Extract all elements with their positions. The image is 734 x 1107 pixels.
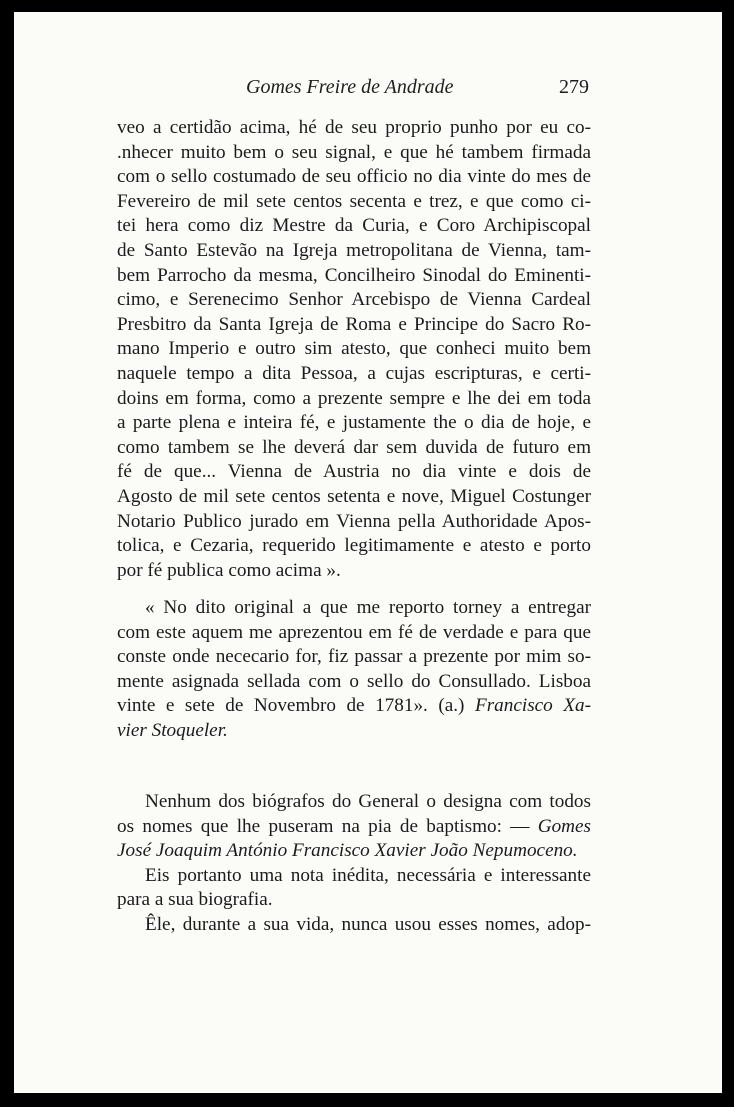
running-header (14, 74, 722, 104)
page-number: 279 (559, 76, 589, 98)
text-line: naquele tempo a dita Pessoa, a cujas escripturas, e certi- (117, 362, 591, 384)
text-line: bem Parrocho da mesma, Concilheiro Sinodal do Eminenti- (117, 264, 591, 286)
text-line (117, 839, 591, 864)
text-line: veo a certidão acima, hé de seu proprio punho por eu co- (117, 117, 591, 138)
text-line: doins em forma, como a prezente sempre e lhe dei em toda (117, 387, 591, 409)
text-fragment: os nomes que lhe puseram na pia de baptismo: — (117, 815, 530, 837)
text-line: com o sello costumado de seu officio no dia vinte do mes de (117, 166, 591, 188)
paragraph (117, 913, 591, 938)
text-line: mente asignada sellada com o sello do Consullado. Lisboa (117, 670, 591, 692)
text-line: por fé publica como acima ». (117, 559, 341, 581)
text-line: « No dito original a que me reporto torney a entregar (145, 597, 591, 618)
certificate-continuation (117, 116, 591, 583)
text-line: conste onde nececario for, fiz passar a prezente por mim so- (117, 646, 591, 668)
text-line: como tambem se lhe deverá dar sem duvida de futuro em (117, 436, 591, 458)
text-line: Presbitro da Santa Igreja de Roma e Principe do Sacro Ro- (117, 313, 591, 335)
running-title: Gomes Freire de Andrade (246, 76, 454, 98)
text-line: tolica, e Cezaria, requerido legitimamente e atesto e porto (117, 535, 591, 557)
consulate-attestation (117, 596, 591, 744)
paragraph (117, 116, 591, 583)
text-line: Nenhum dos biógrafos do General o designa com todos (145, 791, 591, 812)
text-line: fé de que... Vienna de Austria no dia vinte e dois de (117, 461, 591, 483)
text-line: Êle, durante a sua vida, nunca usou esses nomes, adop- (145, 913, 591, 935)
text-line: Agosto de mil sete centos setenta e nove, Miguel Costunger (117, 485, 591, 507)
text-line: .nhecer muito bem o seu signal, e que hé tambem firmada (117, 141, 591, 163)
commentary (117, 790, 591, 938)
text-line: mano Imperio e outro sim atesto, que conheci muito bem (117, 338, 591, 360)
text-line: Eis portanto uma nota inédita, necessária e interessante (145, 864, 591, 886)
paragraph (117, 790, 591, 864)
text-line: a parte plena e inteira fé, e justamente the o dia de hoje, e (117, 412, 591, 434)
signature-name: vier Stoqueler. (117, 719, 228, 741)
text-fragment: vinte e sete de Novembro de 1781». (a.) (117, 695, 465, 717)
signature-name: Francisco Xa- (474, 695, 591, 717)
book-page (14, 12, 722, 1093)
text-line: Fevereiro de mil sete centos secenta e trez, e que como ci- (117, 190, 591, 212)
text-line (117, 694, 591, 719)
text-line (117, 719, 591, 744)
paragraph (117, 596, 591, 744)
text-line: cimo, e Serenecimo Senhor Arcebispo de Vienna Cardeal (117, 289, 591, 311)
text-line: de Santo Estevão na Igreja metropolitana de Vienna, tam- (117, 239, 591, 261)
text-line: tei hera como diz Mestre da Curia, e Coro Archipiscopal (117, 215, 591, 237)
full-names: José Joaquim António Francisco Xavier João Nepumoceno. (117, 840, 578, 862)
paragraph (117, 864, 591, 913)
text-line: com este aquem me aprezentou em fé de verdade e para que (117, 621, 591, 643)
text-line (117, 815, 591, 840)
text-line: para a sua biografia. (117, 889, 273, 911)
full-names: Gomes (537, 815, 592, 837)
text-line: Notario Publico jurado em Vienna pella Authoridade Apos- (117, 510, 591, 532)
